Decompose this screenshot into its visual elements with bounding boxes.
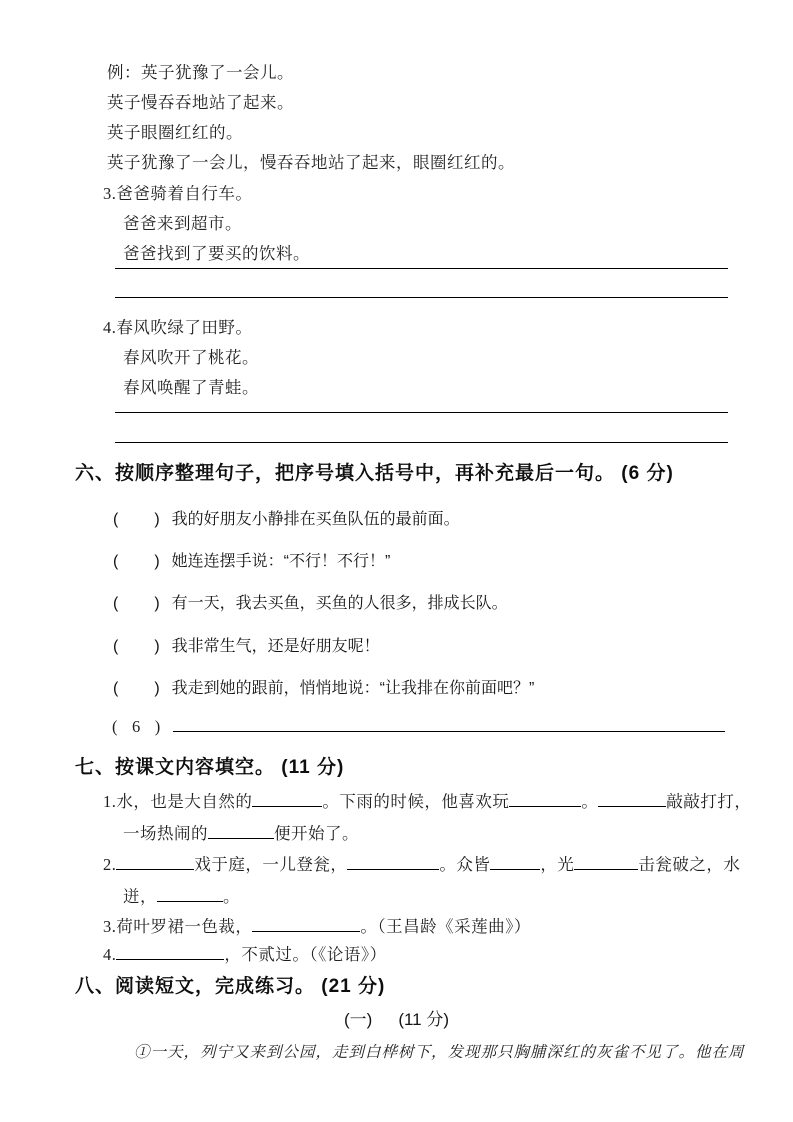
s6-item-text: 我的好朋友小静排在买鱼队伍的最前面。 xyxy=(171,511,460,528)
s7-text: 2. xyxy=(103,855,117,874)
s6-item xyxy=(113,590,508,613)
fill-blank xyxy=(509,791,581,807)
paren-close: ) xyxy=(154,553,160,570)
s7-text: 。 xyxy=(223,887,240,906)
answer-blank-line xyxy=(115,442,728,443)
s7-text: 3.荷叶罗裙一色裁， xyxy=(103,917,253,936)
s7-text: 。（王昌龄《采莲曲》） xyxy=(360,917,531,936)
s6-item-text: 我走到她的跟前，悄悄地说：“让我排在你前面吧？” xyxy=(171,680,535,697)
paren-open: ( xyxy=(113,638,119,655)
s7-text: 。 xyxy=(581,792,599,811)
fill-blank xyxy=(252,916,360,932)
example-line: 英子慢吞吞地站了起来。 xyxy=(107,93,294,112)
paren-open: ( xyxy=(113,595,119,612)
s7-text: 。众皆 xyxy=(439,855,491,874)
s6-item-text: 她连连摆手说：“不行！不行！” xyxy=(171,553,391,570)
fill-blank xyxy=(347,854,439,870)
s7-text: 便开始了。 xyxy=(274,824,359,843)
paren-open: ( xyxy=(113,553,119,570)
s6-item-text: 有一天，我去买鱼，买鱼的人很多，排成长队。 xyxy=(171,595,508,612)
s7-q1-line1 xyxy=(103,788,751,812)
q4-sentence: 春风吹开了桃花。 xyxy=(123,348,259,367)
s7-text: 一场热闹的 xyxy=(123,824,208,843)
s7-q1-line2 xyxy=(123,820,359,844)
s6-item xyxy=(113,633,380,656)
fill-blank xyxy=(252,791,322,807)
s7-text: ，光 xyxy=(540,855,575,874)
part-score: (11 分) xyxy=(398,1010,450,1029)
q4-sentence: 春风唤醒了青蛙。 xyxy=(123,378,259,397)
s7-text: 击瓮破之，水 xyxy=(638,855,741,874)
s7-text: 迸， xyxy=(123,887,157,906)
fill-blank xyxy=(157,886,223,902)
fill-blank xyxy=(598,791,666,807)
s6-item xyxy=(113,548,390,571)
q3-sentence: 爸爸来到超市。 xyxy=(123,214,242,233)
q3-sentence: 爸爸找到了要买的饮料。 xyxy=(123,244,310,263)
answer-blank xyxy=(173,716,725,732)
paren-close: ) xyxy=(154,638,160,655)
paren-open: ( xyxy=(113,511,119,528)
s7-text: 。下雨的时候，他喜欢玩 xyxy=(322,792,510,811)
example-line: 例：英子犹豫了一会儿。 xyxy=(107,63,294,82)
q3-sentence: 3.爸爸骑着自行车。 xyxy=(103,184,253,203)
s8-part-heading xyxy=(0,1005,793,1030)
reading-passage: ①一天，列宁又来到公园，走到白桦树下，发现那只胸脯深红的灰雀不见了。他在周 xyxy=(134,1044,745,1061)
answer-blank-line xyxy=(115,412,728,413)
answer-blank-line xyxy=(115,297,728,298)
paren-close: ) xyxy=(154,511,160,528)
part-label: (一) xyxy=(343,1010,373,1029)
s7-q3-line xyxy=(103,913,531,937)
fill-blank xyxy=(116,944,224,960)
s6-item-text: 我非常生气，还是好朋友呢！ xyxy=(171,638,380,655)
example-line: 英子眼圈红红的。 xyxy=(107,123,243,142)
s7-text: 4. xyxy=(103,945,117,964)
answer-blank-line xyxy=(115,268,728,269)
paren-open: ( xyxy=(113,680,119,697)
s6-final-item xyxy=(112,716,725,737)
s7-text: ，不贰过。（《论语》） xyxy=(224,945,387,964)
s6-item xyxy=(113,675,534,698)
paren-close: ) xyxy=(154,680,160,697)
paren-open: ( xyxy=(112,717,118,736)
s6-final-number: 6 xyxy=(132,717,141,736)
section6-title: 六、按顺序整理句子，把序号填入括号中，再补充最后一句。 (6 分) xyxy=(75,463,674,484)
section8-title: 八、阅读短文，完成练习。 (21 分) xyxy=(75,976,386,997)
s7-text: 戏于庭，一儿登瓮， xyxy=(194,855,348,874)
s7-q2-line1 xyxy=(103,851,740,875)
fill-blank xyxy=(208,823,274,839)
s7-q2-line2 xyxy=(123,883,240,907)
s6-item xyxy=(113,506,460,529)
fill-blank xyxy=(574,854,638,870)
paren-close: ) xyxy=(154,595,160,612)
fill-blank xyxy=(116,854,194,870)
s7-text: 1.水，也是大自然的 xyxy=(103,792,253,811)
example-line: 英子犹豫了一会儿，慢吞吞地站了起来，眼圈红红的。 xyxy=(107,153,515,172)
fill-blank xyxy=(490,854,540,870)
s7-q4-line xyxy=(103,941,387,965)
s7-text: 敲敲打打， xyxy=(666,792,752,811)
q4-sentence: 4.春风吹绿了田野。 xyxy=(103,318,253,337)
paren-close: ) xyxy=(154,717,161,736)
section7-title: 七、按课文内容填空。 (11 分) xyxy=(75,757,345,778)
